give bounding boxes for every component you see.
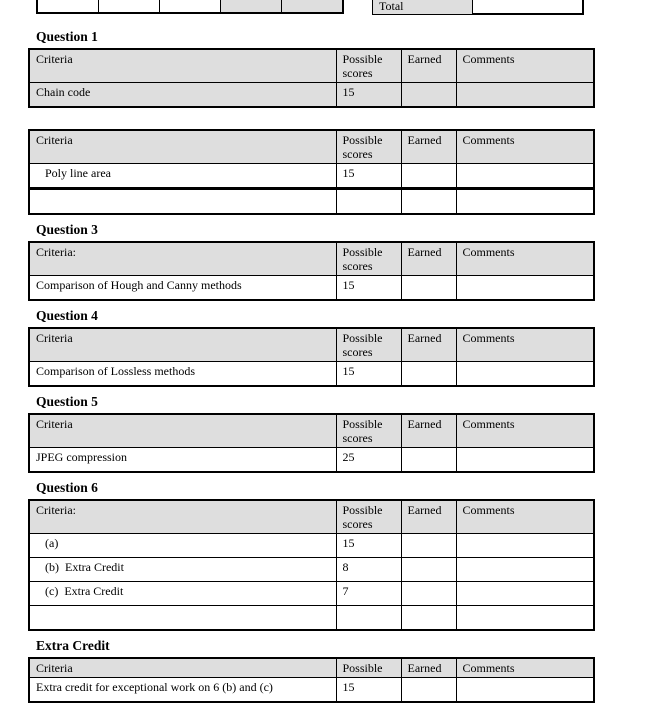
header-row (29, 500, 594, 534)
earned-header-cell: Earned (401, 414, 456, 448)
criteria-cell: (c) Extra Credit (29, 582, 336, 606)
criteria-cell: Comparison of Hough and Canny methods (29, 276, 336, 301)
rubric-section (28, 222, 593, 301)
earned-header-cell: Earned (401, 328, 456, 362)
criteria-cell (29, 189, 336, 215)
comments-cell[interactable] (456, 362, 594, 387)
comments-cell[interactable] (456, 448, 594, 473)
earned-header-cell: Earned (401, 49, 456, 83)
comments-cell[interactable] (456, 189, 594, 215)
possible-score-cell (336, 606, 401, 631)
table-row (29, 276, 594, 301)
table-row (29, 678, 594, 703)
section-heading: Question 4 (36, 308, 98, 323)
table-row (29, 189, 594, 215)
possible-header-cell: Possible scores (336, 328, 401, 362)
header-row (29, 414, 594, 448)
criteria-cell: (b) Extra Credit (29, 558, 336, 582)
comments-cell[interactable] (456, 534, 594, 558)
comments-cell[interactable] (456, 164, 594, 189)
possible-score-cell: 15 (336, 276, 401, 301)
earned-cell[interactable] (401, 678, 456, 703)
earned-cell[interactable] (401, 448, 456, 473)
table-row (29, 534, 594, 558)
earned-cell[interactable] (401, 164, 456, 189)
criteria-cell (29, 606, 336, 631)
table-row (29, 83, 594, 108)
criteria-cell: Comparison of Lossless methods (29, 362, 336, 387)
rubric-table (28, 48, 595, 108)
section-heading: Question 3 (36, 222, 98, 237)
rubric-table (28, 657, 595, 703)
criteria-cell: Extra credit for exceptional work on 6 (b) and (c) (29, 678, 336, 703)
rubric-table (28, 499, 595, 631)
table-row (29, 606, 594, 631)
earned-cell[interactable] (401, 558, 456, 582)
comments-cell[interactable] (456, 678, 594, 703)
earned-cell[interactable] (401, 534, 456, 558)
rubric-section (28, 308, 593, 387)
possible-score-cell: 15 (336, 164, 401, 189)
comments-header-cell: Comments (456, 242, 594, 276)
earned-header-cell: Earned (401, 658, 456, 678)
comments-header-cell: Comments (456, 328, 594, 362)
section-heading: Question 6 (36, 480, 98, 495)
rubric-section (28, 394, 593, 473)
criteria-cell: Chain code (29, 83, 336, 108)
comments-cell[interactable] (456, 558, 594, 582)
comments-cell[interactable] (456, 83, 594, 108)
table-row (29, 582, 594, 606)
table-row (29, 362, 594, 387)
earned-cell[interactable] (401, 276, 456, 301)
criteria-header-cell: Criteria (29, 414, 336, 448)
criteria-header-cell: Criteria (29, 328, 336, 362)
rubric-table (28, 129, 595, 215)
possible-header-cell: Possible (336, 658, 401, 678)
header-row (29, 328, 594, 362)
possible-header-cell: Possible scores (336, 242, 401, 276)
table-row (29, 448, 594, 473)
total-label: Total (379, 0, 404, 13)
possible-score-cell: 15 (336, 83, 401, 108)
possible-score-cell: 15 (336, 362, 401, 387)
rubric-section (28, 638, 593, 703)
comments-cell[interactable] (456, 606, 594, 631)
possible-score-cell: 15 (336, 678, 401, 703)
earned-header-cell: Earned (401, 500, 456, 534)
possible-score-cell (336, 189, 401, 215)
comments-cell[interactable] (456, 276, 594, 301)
section-heading: Question 1 (36, 29, 98, 44)
criteria-header-cell: Criteria (29, 658, 336, 678)
earned-header-cell: Earned (401, 242, 456, 276)
possible-header-cell: Possible scores (336, 414, 401, 448)
comments-header-cell: Comments (456, 49, 594, 83)
rubric-table (28, 241, 595, 301)
section-heading: Question 5 (36, 394, 98, 409)
table-row (29, 164, 594, 189)
header-row (29, 49, 594, 83)
criteria-header-cell: Criteria (29, 130, 336, 164)
earned-cell[interactable] (401, 582, 456, 606)
possible-score-cell: 8 (336, 558, 401, 582)
possible-header-cell: Possible scores (336, 130, 401, 164)
document-content (28, 0, 593, 703)
comments-header-cell: Comments (456, 414, 594, 448)
possible-score-cell: 25 (336, 448, 401, 473)
earned-cell[interactable] (401, 606, 456, 631)
rubric-table (28, 327, 595, 387)
section-heading: Extra Credit (36, 638, 110, 653)
table-row (29, 558, 594, 582)
header-row (29, 658, 594, 678)
possible-score-cell: 15 (336, 534, 401, 558)
possible-header-cell: Possible scores (336, 49, 401, 83)
earned-cell[interactable] (401, 83, 456, 108)
criteria-header-cell: Criteria (29, 49, 336, 83)
criteria-header-cell: Criteria: (29, 242, 336, 276)
criteria-header-cell: Criteria: (29, 500, 336, 534)
header-row (29, 242, 594, 276)
criteria-cell: JPEG compression (29, 448, 336, 473)
rubric-section (28, 480, 593, 631)
comments-header-cell: Comments (456, 130, 594, 164)
possible-header-cell: Possible scores (336, 500, 401, 534)
rubric-table (28, 413, 595, 473)
header-row (29, 130, 594, 164)
comments-header-cell: Comments (456, 658, 594, 678)
earned-cell[interactable] (401, 189, 456, 215)
earned-header-cell: Earned (401, 130, 456, 164)
criteria-cell: Poly line area (29, 164, 336, 189)
possible-score-cell: 7 (336, 582, 401, 606)
comments-header-cell: Comments (456, 500, 594, 534)
rubric-section (28, 129, 593, 215)
comments-cell[interactable] (456, 582, 594, 606)
earned-cell[interactable] (401, 362, 456, 387)
rubric-section (28, 29, 593, 108)
criteria-cell: (a) (29, 534, 336, 558)
